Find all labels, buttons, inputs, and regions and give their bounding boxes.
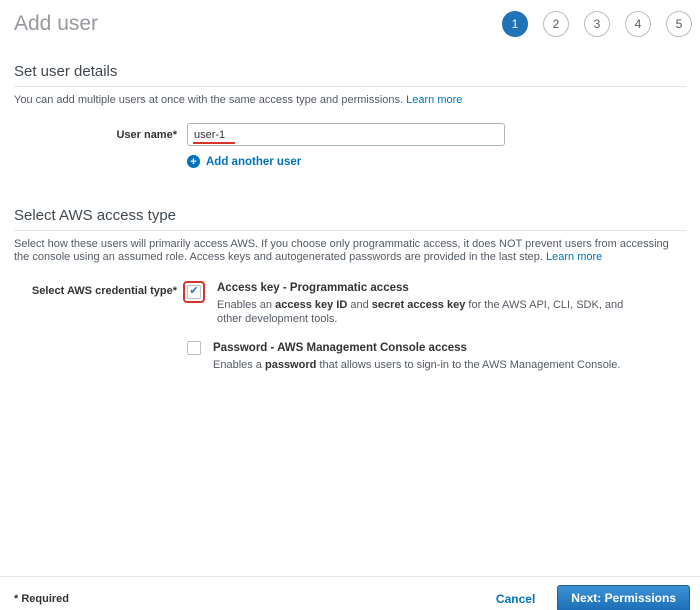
password-option-text: [213, 341, 620, 372]
access-type-description: [14, 238, 686, 264]
desc-bold: password: [264, 359, 317, 371]
checkmark-icon: ✔: [189, 285, 199, 297]
password-checkbox[interactable]: [187, 341, 201, 355]
page-title: Add user: [14, 12, 99, 35]
username-input-wrap: [187, 123, 505, 146]
password-option-title: Password - AWS Management Console access: [213, 342, 467, 354]
password-checkbox-cell: [187, 341, 201, 355]
user-details-description: [14, 94, 686, 107]
learn-more-link-user-details[interactable]: Learn more: [406, 94, 463, 106]
add-another-user-button[interactable]: [187, 155, 700, 168]
access-type-description-text: Select how these users will primarily access AWS. If you choose only programmatic access, it does NOT prevent users from accessing the console using an assumed role. Access keys and autogenerated passwords are provided in the last step.: [14, 238, 669, 263]
empty-label-cell: [14, 341, 177, 347]
cancel-button[interactable]: Cancel: [495, 591, 536, 606]
access-key-option-title: Access key - Programmatic access: [217, 282, 409, 294]
access-key-checkbox-cell: [187, 281, 205, 303]
username-row: [14, 123, 700, 146]
step-5-indicator: 5: [666, 11, 692, 37]
required-note: * Required: [14, 592, 70, 605]
desc-bold: secret access key: [371, 299, 466, 311]
wizard-step-indicator: [502, 10, 692, 37]
desc-bold: access key ID: [275, 299, 348, 311]
step-2-indicator: 2: [543, 11, 569, 37]
next-permissions-button[interactable]: Next: Permissions: [557, 585, 690, 610]
access-key-option-desc: [217, 298, 631, 326]
desc-text: and: [347, 299, 372, 311]
page-header: [0, 0, 700, 37]
credential-option-password-row: [14, 341, 700, 372]
learn-more-link-access-type[interactable]: Learn more: [546, 251, 603, 263]
access-key-checkbox[interactable]: [187, 285, 201, 299]
footer-actions: [496, 585, 690, 610]
credential-type-label: Select AWS credential type*: [31, 285, 177, 297]
user-details-heading: Set user details: [14, 63, 686, 87]
user-details-description-text: You can add multiple users at once with the same access type and permissions.: [14, 94, 407, 106]
annotation-red-underline: [193, 142, 235, 144]
annotation-highlight-box: [183, 281, 205, 303]
desc-text: Enables a: [213, 359, 265, 371]
access-type-heading: Select AWS access type: [14, 207, 686, 231]
credential-option-access-key-row: [14, 281, 700, 326]
desc-text: that allows users to sign-in to the AWS Management Console.: [316, 359, 621, 371]
desc-text: Enables an: [217, 299, 276, 311]
access-key-option-text: [217, 281, 631, 326]
step-3-indicator: 3: [584, 11, 610, 37]
password-option-desc: [213, 358, 620, 372]
add-another-user-label: Add another user: [206, 155, 302, 168]
username-label: User name*: [116, 129, 177, 141]
wizard-footer: [0, 576, 700, 610]
desc-text: for the AWS API, CLI, SDK, and other development tools.: [217, 299, 624, 325]
add-icon: +: [187, 155, 200, 168]
step-4-indicator: 4: [625, 11, 651, 37]
step-1-indicator: 1: [502, 11, 528, 37]
